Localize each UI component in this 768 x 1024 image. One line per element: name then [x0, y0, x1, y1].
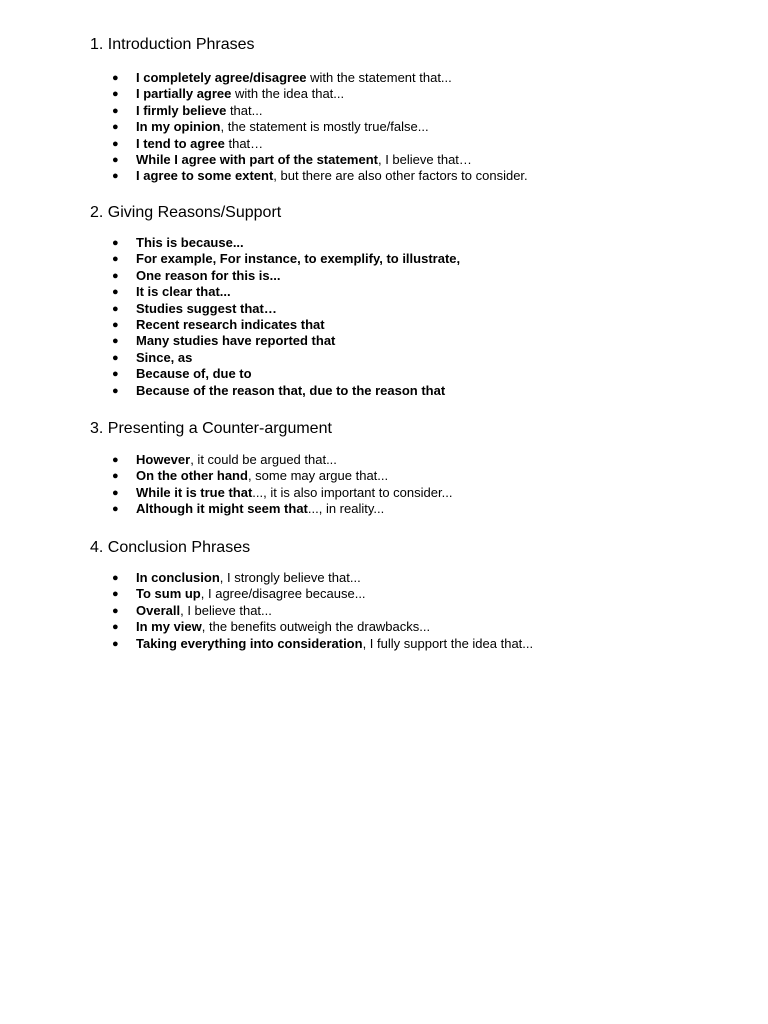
list-item: [90, 468, 452, 484]
bullet-icon: ●: [112, 302, 119, 315]
phrase-bold: Taking everything into consideration: [136, 635, 363, 651]
phrase-rest: , I agree/disagree because...: [200, 586, 366, 602]
list-item: [90, 501, 452, 517]
phrase-rest: with the idea that...: [231, 86, 345, 102]
phrase-bold: Since, as: [136, 349, 193, 365]
bullet-icon: ●: [112, 72, 119, 84]
phrase-rest: with the statement that...: [306, 70, 452, 85]
phrase-bold: I agree to some extent: [136, 168, 274, 184]
phrase-rest: , but there are also other factors to consider.: [273, 168, 528, 184]
bullet-icon: ●: [112, 88, 119, 101]
list-item: [90, 333, 460, 349]
list-item: [90, 350, 460, 366]
phrase-list: [90, 570, 533, 652]
phrase-rest: , the benefits outweigh the drawbacks...: [201, 619, 431, 635]
bullet-icon: ●: [112, 121, 119, 134]
phrase-list: [90, 452, 452, 518]
phrase-rest: , I strongly believe that...: [219, 570, 361, 585]
list-item: [90, 570, 533, 586]
bullet-icon: ●: [112, 503, 119, 516]
bullet-icon: ●: [112, 572, 119, 584]
list-item: [90, 636, 533, 652]
phrase-rest: , I believe that...: [180, 602, 272, 618]
list-item: [90, 603, 533, 619]
phrase-bold: I completely agree/disagree: [136, 70, 307, 85]
phrase-bold: Studies suggest that…: [136, 300, 277, 316]
phrase-bold: On the other hand: [136, 468, 248, 484]
list-item: [90, 452, 452, 468]
phrase-bold: I partially agree: [136, 86, 232, 102]
phrase-rest: , some may argue that...: [247, 468, 389, 484]
list-item: [90, 301, 460, 317]
list-item: [90, 70, 528, 86]
phrase-bold: It is clear that...: [136, 284, 231, 300]
phrase-bold: To sum up: [136, 586, 201, 602]
bullet-icon: ●: [112, 351, 119, 364]
phrase-rest: ..., it is also important to consider...: [252, 484, 453, 500]
section-heading: 1. Introduction Phrases: [90, 36, 255, 53]
bullet-icon: ●: [112, 621, 119, 634]
list-item: [90, 168, 528, 184]
section-heading: 2. Giving Reasons/Support: [90, 204, 282, 221]
phrase-bold: While I agree with part of the statement: [136, 151, 378, 167]
bullet-icon: ●: [112, 286, 119, 299]
phrase-rest: ..., in reality...: [307, 501, 385, 517]
phrase-bold: Recent research indicates that: [136, 316, 325, 332]
list-item: [90, 485, 452, 501]
list-item: [90, 317, 460, 333]
bullet-icon: ●: [112, 104, 119, 117]
bullet-icon: ●: [112, 384, 119, 397]
phrase-rest: , I believe that…: [377, 151, 472, 167]
bullet-icon: ●: [112, 253, 119, 266]
phrase-bold: While it is true that: [136, 484, 253, 500]
phrase-bold: Because of, due to: [136, 366, 252, 382]
phrase-bold: One reason for this is...: [136, 267, 281, 283]
phrase-bold: I firmly believe: [136, 102, 227, 118]
section-conclusion-phrases: [90, 537, 533, 652]
bullet-icon: ●: [112, 137, 119, 150]
section-heading: 3. Presenting a Counter-argument: [90, 420, 332, 437]
list-item: [90, 268, 460, 284]
list-item: [90, 119, 528, 135]
phrase-rest: , I fully support the idea that...: [362, 635, 534, 651]
phrase-bold: Because of the reason that, due to the reason that: [136, 382, 446, 398]
list-item: [90, 366, 460, 382]
list-item: [90, 136, 528, 152]
bullet-icon: ●: [112, 454, 119, 466]
phrase-bold: This is because...: [136, 235, 244, 250]
bullet-icon: ●: [112, 470, 119, 483]
bullet-icon: ●: [112, 335, 119, 348]
phrase-bold: Many studies have reported that: [136, 333, 336, 349]
list-item: [90, 284, 460, 300]
list-item: [90, 152, 528, 168]
list-item: [90, 251, 460, 267]
list-item: [90, 103, 528, 119]
phrase-rest: , it could be argued that...: [190, 452, 337, 467]
section-giving-reasons: [90, 202, 460, 399]
phrase-bold: In my view: [136, 619, 202, 635]
bullet-icon: ●: [112, 637, 119, 650]
bullet-icon: ●: [112, 368, 119, 381]
list-item: [90, 383, 460, 399]
phrase-bold: Although it might seem that: [136, 501, 308, 517]
phrase-bold: For example, For instance, to exemplify, to illustrate,: [136, 251, 461, 267]
bullet-icon: ●: [112, 269, 119, 282]
phrase-rest: , the statement is mostly true/false...: [220, 119, 429, 135]
section-counter-argument: [90, 418, 452, 518]
phrase-bold: In conclusion: [136, 570, 220, 585]
list-item: [90, 619, 533, 635]
section-introduction-phrases: [90, 34, 528, 185]
list-item: [90, 86, 528, 102]
phrase-rest: that...: [226, 102, 263, 118]
bullet-icon: ●: [112, 237, 119, 249]
bullet-icon: ●: [112, 170, 119, 183]
list-item: [90, 235, 460, 251]
bullet-icon: ●: [112, 604, 119, 617]
phrase-bold: I tend to agree: [136, 135, 225, 151]
phrase-rest: that…: [224, 135, 264, 151]
bullet-icon: ●: [112, 153, 119, 166]
phrase-list: [90, 70, 528, 185]
bullet-icon: ●: [112, 486, 119, 499]
phrase-bold: In my opinion: [136, 119, 221, 135]
phrase-bold: Overall: [136, 602, 181, 618]
phrase-list: [90, 235, 460, 399]
section-heading: 4. Conclusion Phrases: [90, 539, 251, 556]
bullet-icon: ●: [112, 588, 119, 601]
phrase-bold: However: [136, 452, 191, 467]
bullet-icon: ●: [112, 318, 119, 331]
list-item: [90, 586, 533, 602]
